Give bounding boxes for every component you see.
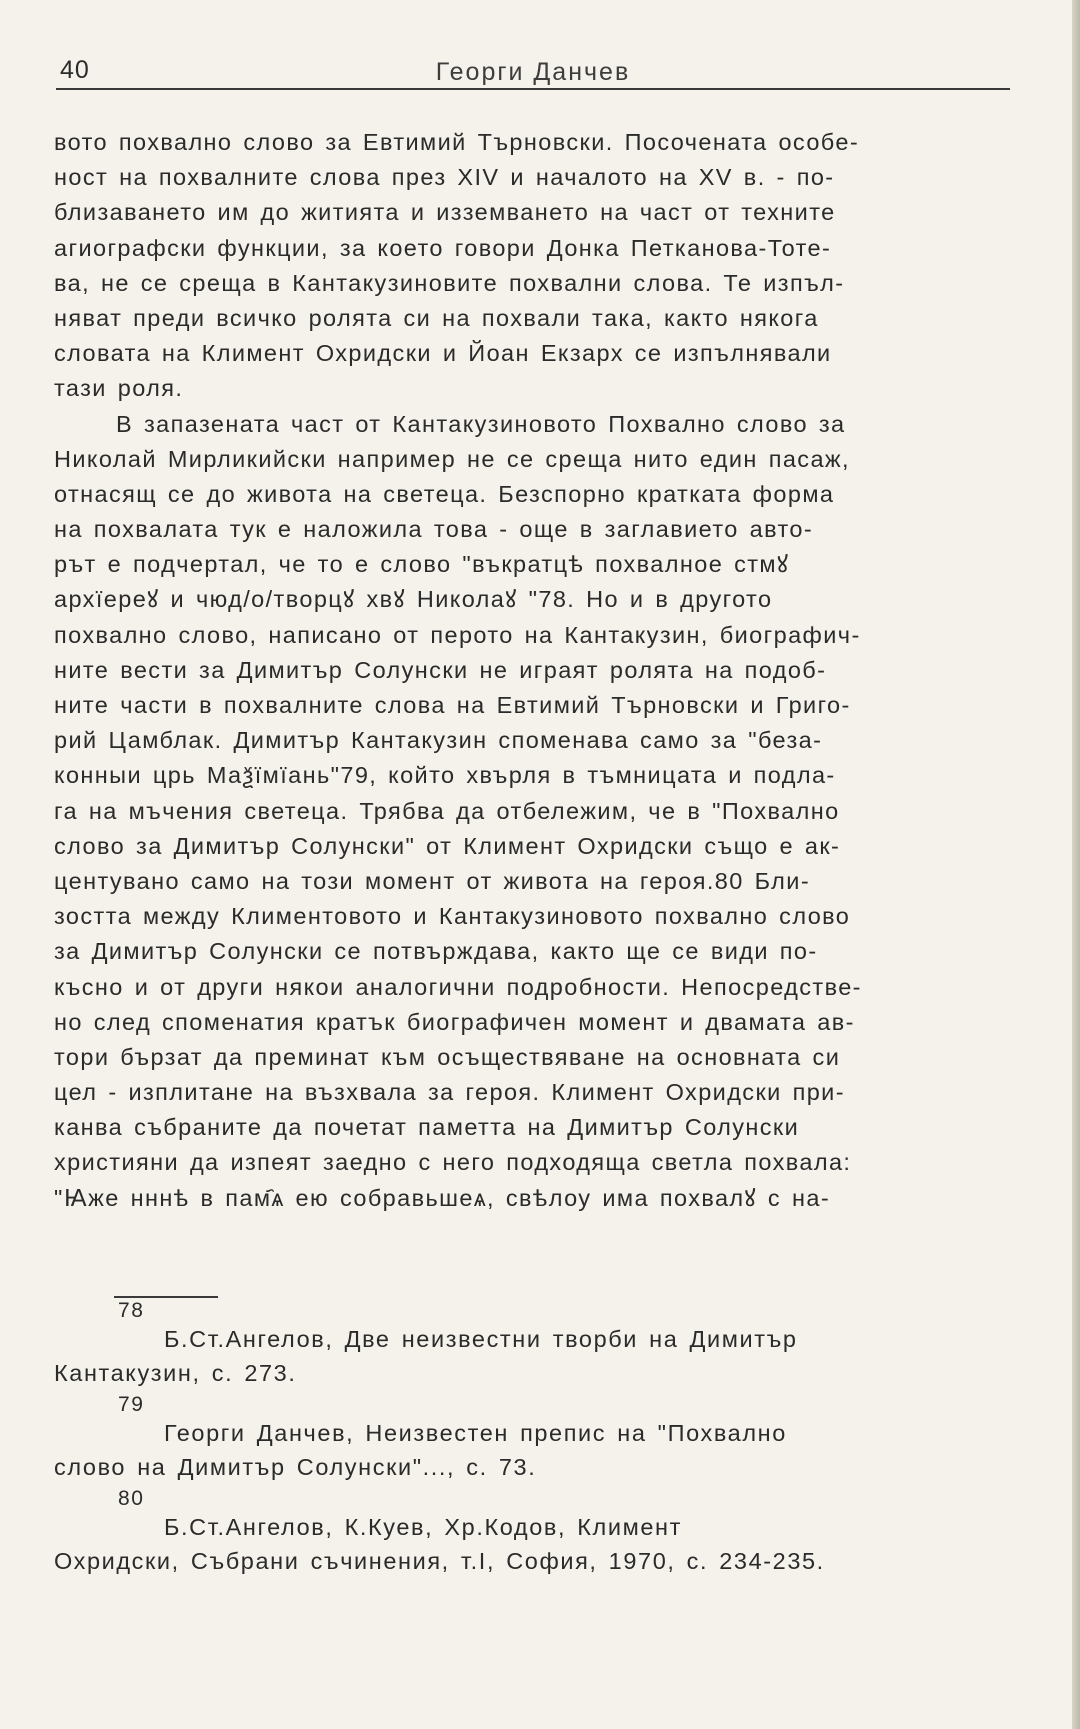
text-line: за Димитър Солунски се потвърждава, както ще се види по-	[54, 938, 818, 965]
text-line: цел - изплитане на възхвала за героя. Климент Охридски при-	[54, 1079, 845, 1106]
footnote-text: Б.Ст.Ангелов, Две неизвестни творби на Димитър	[164, 1326, 798, 1352]
text-line: Николай Мирликийски например не се среща нито един пасаж,	[54, 445, 850, 472]
footnote-text: Георги Данчев, Неизвестен препис на "Похвално	[164, 1420, 787, 1446]
footnotes	[54, 1300, 1029, 1582]
text-line: рът е подчертал, че то е слово "въкратцѣ похвалное стмꙋ	[54, 551, 790, 578]
text-line: на похвалата тук е наложила това - още в заглавието авто-	[54, 516, 814, 543]
footnote-text: Б.Ст.Ангелов, К.Куев, Хр.Кодов, Климент	[164, 1514, 682, 1540]
footnote-78	[54, 1300, 1029, 1390]
text-line: вото похвално слово за Евтимий Търновски. Посочената особе-	[54, 129, 860, 155]
text-line: похвално слово, написано от перото на Кантакузин, биографич-	[54, 621, 861, 648]
page-header	[56, 54, 1010, 90]
text-line: тази роля.	[54, 375, 184, 402]
text-line: зостта между Климентовото и Кантакузиновото похвално слово	[54, 903, 851, 930]
text-line: словата на Климент Охридски и Йоан Екзарх се изпълнявали	[54, 340, 832, 367]
text-line: канва събраните да почетат паметта на Димитър Солунски	[54, 1114, 800, 1141]
text-line: ност на похвалните слова през XIV и началото на XV в. - по-	[54, 164, 835, 191]
text-line: агиографски функции, за което говори Донка Петканова-Тоте-	[54, 234, 832, 261]
text-line: късно и от други някои аналогични подробности. Непосредстве-	[54, 973, 862, 1000]
footnote-number: 79	[118, 1393, 145, 1416]
page-edge-shadow	[1072, 0, 1080, 1729]
text-line: християни да изпеят заедно с него подходяща светла похвала:	[54, 1149, 852, 1176]
text-line: тори бързат да преминат към осъществяване на основната си	[54, 1043, 841, 1070]
running-head-author: Георги Данчев	[435, 58, 631, 86]
text-line: ните вести за Димитър Солунски не играят ролята на подоб-	[54, 656, 827, 683]
footnote-number: 80	[118, 1487, 145, 1510]
body-text	[54, 125, 1029, 1216]
text-line: га на мъчения светеца. Трябва да отбележим, че в "Похвално	[54, 797, 840, 824]
text-line: близаването им до житията и изземването на част от техните	[54, 199, 836, 226]
footnote-number: 78	[118, 1299, 145, 1322]
footnote-text: Охридски, Събрани съчинения, т.I, София, 1970, с. 234-235.	[54, 1548, 825, 1574]
text-line: конныи црь Маѯїмїань"79, който хвърля в тъмницата и подла-	[54, 762, 836, 789]
text-line: "Ꙗже нннѣ в пам҄ѧ ею собравьшеѧ, свѣлоу има похвалꙋ с на-	[54, 1184, 831, 1211]
page-number: 40	[60, 56, 90, 84]
text-line: ва, не се среща в Кантакузиновите похвални слова. Те изпъл-	[54, 269, 845, 296]
text-line: но след споменатия кратък биографичен момент и двамата ав-	[54, 1008, 855, 1035]
text-line: центувано само на този момент от живота на героя.80 Бли-	[54, 867, 811, 894]
text-line: ните части в похвалните слова на Евтимий Търновски и Григо-	[54, 692, 851, 718]
footnote-text: Кантакузин, с. 273.	[54, 1360, 297, 1386]
text-line: архїереꙋ и чюд/о/творцꙋ хвꙋ Николаꙋ "78. Но и в другото	[54, 586, 773, 613]
text-line: няват преди всичко ролята си на похвали така, както някога	[54, 304, 819, 331]
footnote-80	[54, 1488, 1029, 1578]
text-line: отнасящ се до живота на светеца. Безспорно кратката форма	[54, 480, 835, 507]
footnote-79	[54, 1394, 1029, 1484]
text-line: слово за Димитър Солунски" от Климент Охридски също е ак-	[54, 832, 841, 859]
footnote-divider	[114, 1296, 218, 1298]
paragraph-start-line: В запазената част от Кантакузиновото Похвално слово за	[116, 410, 846, 437]
text-line: рий Цамблак. Димитър Кантакузин споменава само за "беза-	[54, 727, 823, 754]
footnote-text: слово на Димитър Солунски"..., с. 73.	[54, 1454, 537, 1480]
